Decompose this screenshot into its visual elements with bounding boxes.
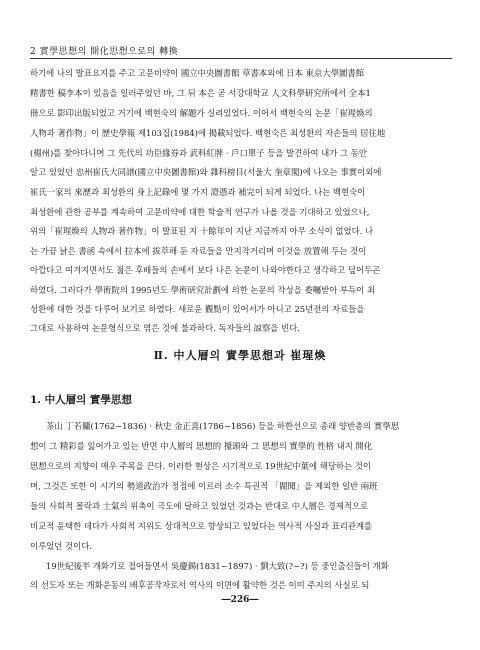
text-line: 는 가끔 낡은 書函 속에서 拉本에 拔萃해 둔 자료들을 만지작거리며 이것을 放置해 두는 것이 <box>30 246 367 256</box>
text-line: 思想으로의 지향이 매우 주목을 끈다. 이러한 현상은 시기적으로 19世紀中葉에 해당하는 것이 <box>30 461 371 471</box>
text-line: 성환에 대한 것을 다루어 보기로 하였다. 새로운 觀點이 있어서가 아니고 25년전의 자료들을 <box>30 304 365 314</box>
section-heading: Ⅱ. 中人層의 實學思想과 崔瑆煥 <box>153 349 327 362</box>
text-line: 들의 사회적 몰락과 士氣의 위축이 극도에 달하고 있었던 것과는 반대로 中人層은 경제적으로 <box>30 501 369 511</box>
text-line: 그대로 사용하여 논문형식으로 엮은 것에 불과하다. 독자들의 諒察을 빈다. <box>30 323 300 333</box>
text-line: 崔氏一家의 來歷과 최성환의 身上記錄에 몇 가지 證憑과 補完이 되게 되었다. 나는 백현숙이 <box>30 187 366 197</box>
running-head: 2 實學思想의 開化思想으로의 轉換 <box>30 47 179 57</box>
text-line: 비교적 윤택한 데다가 사회적 지위도 상대적으로 향상되고 있었다는 역사적 사실과 표리관계를 <box>30 521 373 531</box>
subsection-heading: 1. 中人層의 實學思想 <box>30 394 132 406</box>
text-line: 人物과 著作物」이 歷史學報 제103집(1984)에 揭載되었다. 백현숙은 최성환의 자손들의 居住地 <box>30 128 386 138</box>
page-number: ―226― <box>221 595 259 605</box>
header-rule <box>30 58 452 59</box>
text-line: 精書한 稿李本이 있음을 일러주었던 바, 그 뒤 本은 곧 서강대학교 人文科學研究所에서 全本1 <box>30 88 371 98</box>
text-line: 茶山 丁若鏞(1762~1836) · 秋史 金正喜(1786~1856) 등을 하한선으로 종래 양반층의 實學思 <box>46 421 400 431</box>
text-line: 아깝다고 여겨지면서도 젊은 후배들의 손에서 보다 나은 논문이 나와야한다고 생각하고 덮어두곤 <box>30 265 381 275</box>
text-line: 이루었던 것이다. <box>30 541 92 551</box>
text-line: 19世紀後半 개화기로 접어들면서 吳慶錫(1831~1897) · 劉大致(?~?) 등 중인출신들이 개화 <box>46 561 389 571</box>
text-line: 알고 있었던 忠州崔氏大同譜(國立中央圖書館)와 雜科榜目(서울大 奎章閣)에 나오는 事實이외에 <box>30 167 382 177</box>
text-line: 의 선도자 또는 개화운동의 배후공작자로서 역사의 이면에 활약한 것은 이미 주지의 사실로 되 <box>30 580 370 590</box>
text-line: (楊州)를 찾아다니며 그 先代의 功臣緣券과 武科紅牌 · 戶口單子 등을 발견하여 내가 그 동안 <box>30 148 367 158</box>
text-line: 하였다. 그러다가 學術院의 1995년도 學術研究計劃에 의한 논문의 작성을 委囑받아 부득이 최 <box>30 285 375 295</box>
text-line: 위의「崔瑆煥의 人物과 著作物」이 발표된 지 十餘年이 지난 지금까지 아무 소식이 없었다. 나 <box>30 226 374 236</box>
text-line: 想이 그 精彩를 잃어가고 있는 반면 中人層의 思想的 擡頭와 그 思想의 實學的 性格 내지 開化 <box>30 441 373 451</box>
text-line: 최성환에 관한 공부를 계속하여 고문비약에 대한 학술적 연구가 나올 것을 기대하고 있었으나, <box>30 207 370 217</box>
text-line: 冊으로 影印出版되었고 거기에 백현숙의 解題가 실려있었다. 이어서 백현숙의 논문「崔瑆煥의 <box>30 108 373 118</box>
text-line: 며, 그것은 또한 이 시기의 勢道政治가 정점에 이르러 소수 특권적 「閥閱」을 제외한 일반 兩班 <box>30 481 378 491</box>
text-line: 하기에 나의 발표요지를 주고 고문비약이 國立中央圖書館 草書本외에 日本 東京大學圖書館 <box>30 68 365 78</box>
